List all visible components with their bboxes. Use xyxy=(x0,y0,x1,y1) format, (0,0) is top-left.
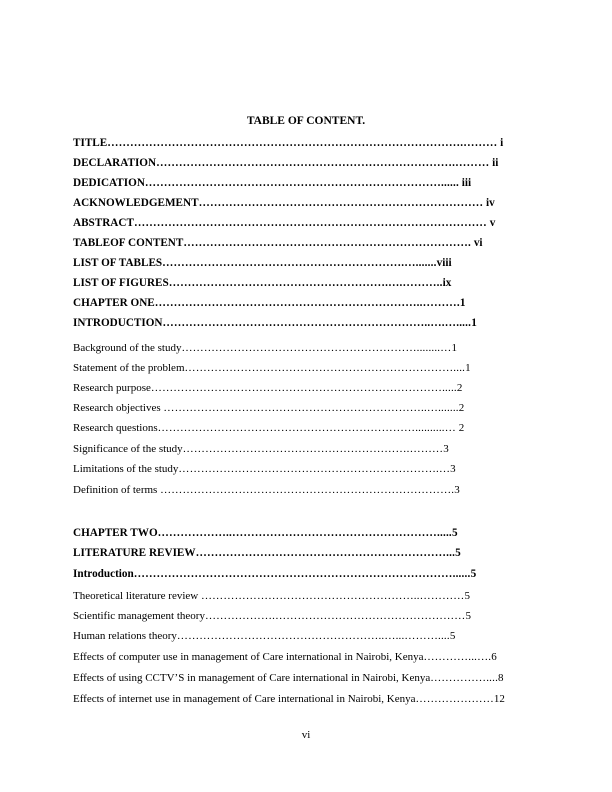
toc-entry xyxy=(73,651,541,664)
page-title: TABLE OF CONTENT. xyxy=(246,115,366,127)
toc-page-number: 8 xyxy=(498,672,504,684)
toc-leader-dots: …………………………………………………….……… xyxy=(182,443,444,455)
toc-entry xyxy=(73,137,541,150)
toc-page-number: 1 xyxy=(465,362,471,374)
toc-entry-label: Research questions xyxy=(73,422,158,434)
toc-entry xyxy=(73,362,541,375)
toc-entry-label: CHAPTER TWO xyxy=(73,527,158,539)
toc-leader-dots: ……………………………………………………………..….…..... xyxy=(162,317,472,329)
toc-entry xyxy=(73,484,541,497)
toc-entry xyxy=(73,317,541,330)
toc-page-number: 1 xyxy=(451,342,457,354)
toc-entry xyxy=(73,463,541,476)
toc-leader-dots: ………………… xyxy=(415,693,494,705)
toc-page-number: 2 xyxy=(458,402,465,414)
toc-entry-label: LIST OF TABLES xyxy=(73,257,163,269)
toc-page-number: 1 xyxy=(459,297,466,309)
toc-entry-label: Scientific management theory xyxy=(73,610,205,622)
toc-entry-label: Research objectives xyxy=(73,402,164,414)
toc-leader-dots: …………….... xyxy=(430,672,499,684)
toc-page-number: 3 xyxy=(450,463,456,475)
toc-page-number: ii xyxy=(489,157,499,169)
toc-entry-label: DECLARATION xyxy=(73,157,157,169)
toc-entry xyxy=(73,177,541,190)
toc-entry-label: ACKNOWLEDGEMENT xyxy=(73,197,199,209)
toc-entry xyxy=(73,402,541,415)
toc-page-number: 5 xyxy=(465,610,472,622)
toc-page-number: 5 xyxy=(451,527,458,539)
toc-page-number: ix xyxy=(442,277,452,289)
toc-entry xyxy=(73,443,541,456)
toc-entry xyxy=(73,277,541,290)
toc-leader-dots: ……………………………………………………………….... xyxy=(184,362,466,374)
toc-leader-dots: ……………………………………………………………………...... xyxy=(144,177,459,189)
toc-entry-label: Definition of terms xyxy=(73,484,161,496)
toc-entry-label: Effects of computer use in management of Care international in Nairobi, Kenya xyxy=(73,651,424,663)
toc-page-number: 2 xyxy=(455,422,465,434)
toc-page-number: 3 xyxy=(443,443,449,455)
toc-entry xyxy=(73,590,541,603)
toc-page-number: 1 xyxy=(471,317,477,329)
toc-leader-dots: ………………………………………………………........… xyxy=(181,342,452,354)
toc-entry-label: ABSTRACT xyxy=(73,217,134,229)
toc-page-number: viii xyxy=(436,257,452,269)
toc-entry xyxy=(73,217,541,230)
toc-entry-label: TABLEOF CONTENT xyxy=(73,237,184,249)
toc-entry-label: Statement of the problem xyxy=(73,362,185,374)
toc-entry-label: LITERATURE REVIEW xyxy=(73,547,196,559)
toc-entry-label: Introduction xyxy=(73,568,134,580)
toc-entry xyxy=(73,197,541,210)
toc-entry xyxy=(73,672,541,685)
toc-page-number: 2 xyxy=(456,382,463,394)
toc-leader-dots: ……………………………………………………………………. xyxy=(160,484,455,496)
toc-page-number: v xyxy=(486,217,496,229)
toc-entry xyxy=(73,297,541,310)
toc-page-number: i xyxy=(497,137,504,149)
toc-leader-dots: ……………………………………………………………..…....... xyxy=(163,402,459,414)
toc-page-number: 6 xyxy=(491,651,497,663)
toc-leader-dots: ……………………………………………………………..........… xyxy=(157,422,456,434)
toc-leader-dots: …………………………………………………………………………...... xyxy=(133,568,471,580)
toc-leader-dots: ……………………………………………………….…....... xyxy=(162,257,437,269)
toc-entry xyxy=(73,630,541,643)
toc-entry-label: Background of the study xyxy=(73,342,182,354)
toc-entry xyxy=(73,693,541,706)
toc-leader-dots: ………………………………………………….….……….. xyxy=(168,277,443,289)
toc-leader-dots: …………………………………………………..………… xyxy=(200,590,465,602)
toc-leader-dots: ……………………………………………………………………..... xyxy=(150,382,457,394)
toc-leader-dots: …………...…. xyxy=(423,651,492,663)
toc-entry-label: Theoretical literature review xyxy=(73,590,201,602)
toc-leader-dots: ………………………………………………………………………………… xyxy=(133,217,487,229)
toc-leader-dots: ……………………………………………………………..………. xyxy=(154,297,460,309)
toc-page-number: iv xyxy=(483,197,495,209)
toc-entry xyxy=(73,527,541,540)
toc-entry-label: Research purpose xyxy=(73,382,151,394)
toc-entry xyxy=(73,157,541,170)
toc-leader-dots: ………………..………………………………………………..... xyxy=(157,527,452,539)
toc-leader-dots: ………………………………………………………………… xyxy=(198,197,484,209)
toc-leader-dots: …………………………………………………………….… xyxy=(178,463,451,475)
toc-page-number: 5 xyxy=(455,547,461,559)
toc-entry xyxy=(73,237,541,250)
toc-leader-dots: …………………………………………………………... xyxy=(195,547,456,559)
toc-entry xyxy=(73,342,541,355)
toc-entry xyxy=(73,568,541,581)
toc-leader-dots: …………………………………………………………………. xyxy=(183,237,472,249)
toc-page-number: vi xyxy=(471,237,483,249)
toc-leader-dots: ………………………………………………..…...……….... xyxy=(176,630,450,642)
toc-page-number: 3 xyxy=(454,484,460,496)
toc-entry xyxy=(73,610,541,623)
toc-entry-label: LIST OF FIGURES xyxy=(73,277,169,289)
toc-leader-dots: ……………….…………………………………………… xyxy=(204,610,466,622)
toc-entry-label: TITLE xyxy=(73,137,108,149)
toc-page-number: 12 xyxy=(493,693,505,705)
toc-leader-dots: ………………………………………………………………………………….……… xyxy=(107,137,498,149)
toc-page-number: 5 xyxy=(470,568,477,580)
toc-leader-dots: …………………………………………………………………….……… xyxy=(156,157,490,169)
toc-entry-label: Human relations theory xyxy=(73,630,177,642)
toc-page-number: 5 xyxy=(449,630,456,642)
toc-entry xyxy=(73,547,541,560)
toc-page-number: 5 xyxy=(464,590,470,602)
toc-entry-label: Significance of the study xyxy=(73,443,183,455)
toc-entry xyxy=(73,382,541,395)
toc-entry xyxy=(73,257,541,270)
toc-entry-label: DEDICATION xyxy=(73,177,145,189)
toc-entry-label: Effects of internet use in management of Care international in Nairobi, Kenya xyxy=(73,693,416,705)
toc-entry xyxy=(73,422,541,435)
toc-entry-label: INTRODUCTION xyxy=(73,317,163,329)
toc-entry-label: Limitations of the study xyxy=(73,463,179,475)
toc-entry-label: Effects of using CCTV’S in management of Care international in Nairobi, Kenya xyxy=(73,672,431,684)
page-number: vi xyxy=(301,729,311,741)
toc-entry-label: CHAPTER ONE xyxy=(73,297,155,309)
toc-page-number: iii xyxy=(458,177,472,189)
